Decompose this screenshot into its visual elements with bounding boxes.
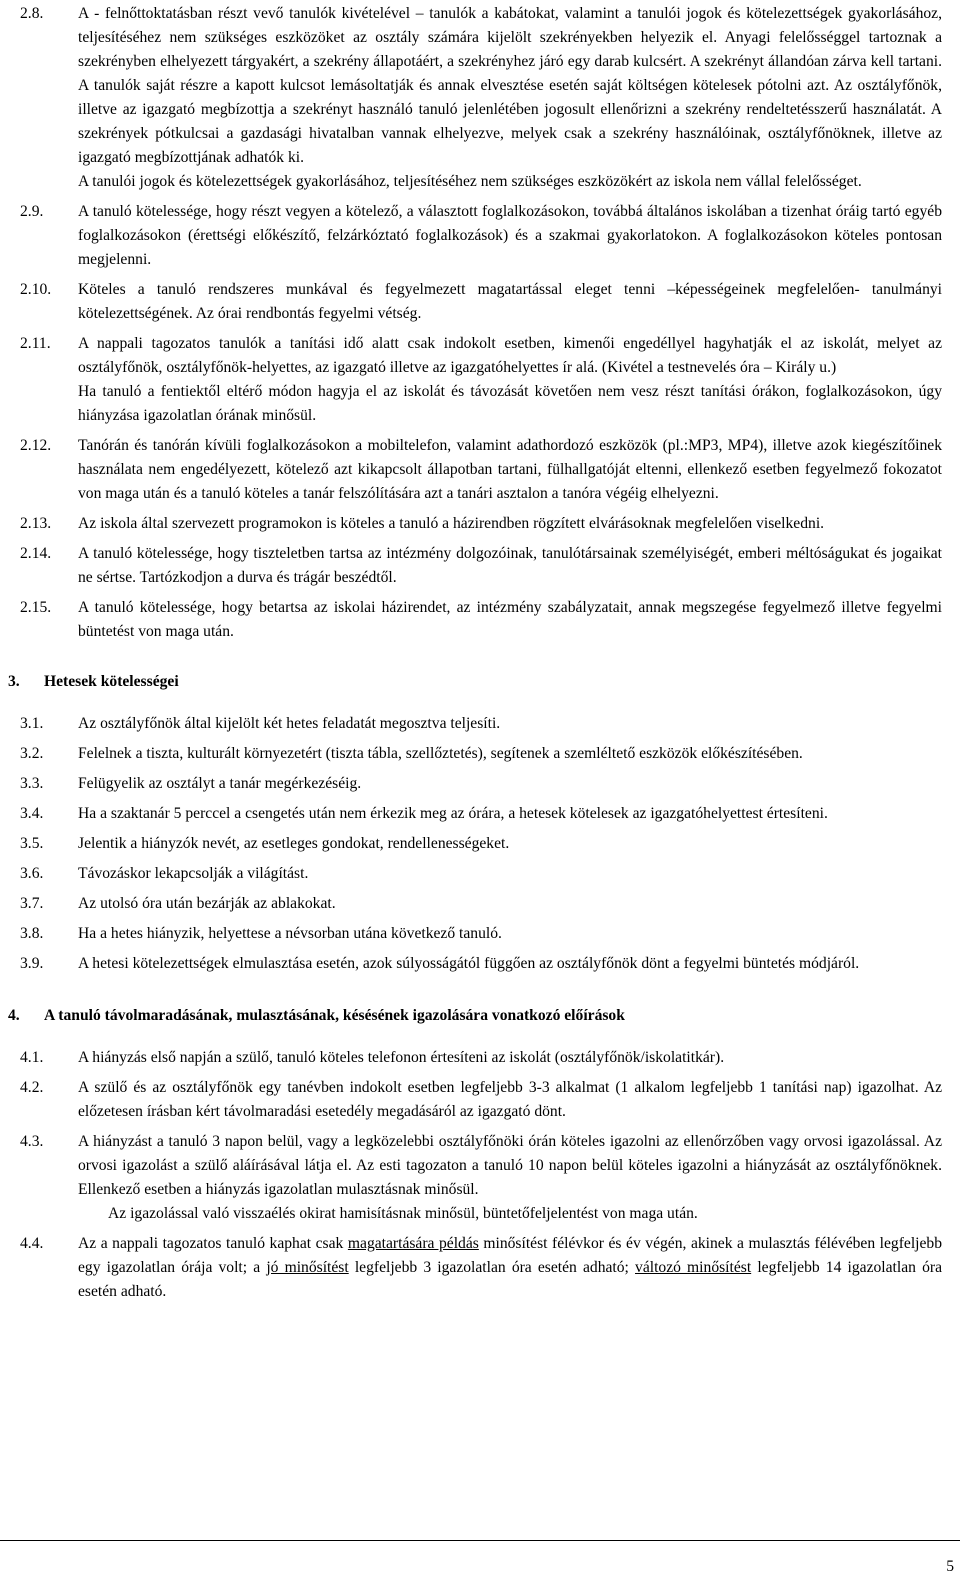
item-text: Felelnek a tiszta, kulturált környezetért (tiszta tábla, szellőztetés), segítenek a szemléltető eszközök előkészítésében. bbox=[78, 745, 803, 762]
item-3-7 bbox=[0, 892, 960, 916]
item-3-4 bbox=[0, 802, 960, 826]
item-3-3 bbox=[0, 772, 960, 796]
item-4-2 bbox=[0, 1076, 960, 1124]
item-number: 3.3. bbox=[20, 775, 44, 792]
item-paragraph: Ha tanuló a fentiektől eltérő módon hagyja el az iskolát és távozását követően nem vesz részt tanítási órákon, foglalkozásokon, úgy hiányzása igazolatlan órának minősül. bbox=[78, 383, 942, 424]
item-4-4 bbox=[0, 1232, 960, 1304]
item-number: 2.12. bbox=[20, 437, 52, 454]
item-number: 3.5. bbox=[20, 835, 44, 852]
item-2-12 bbox=[0, 434, 960, 506]
item-number: 2.8. bbox=[20, 5, 44, 22]
item-number: 4.1. bbox=[20, 1049, 44, 1066]
item-number: 3.7. bbox=[20, 895, 44, 912]
item-3-6 bbox=[0, 862, 960, 886]
item-paragraph: A tanulói jogok és kötelezettségek gyakorlásához, teljesítéséhez nem szükséges eszközökért az iskola nem vállal felelősséget. bbox=[78, 173, 862, 190]
item-number: 4.2. bbox=[20, 1079, 44, 1096]
item-text: A hetesi kötelezettségek elmulasztása esetén, azok súlyosságától függően az osztályfőnök dönt a fegyelmi büntetés módjáról. bbox=[78, 955, 860, 972]
item-number: 3.2. bbox=[20, 745, 44, 762]
item-text: Felügyelik az osztályt a tanár megérkezéséig. bbox=[78, 775, 362, 792]
item-text bbox=[78, 1232, 942, 1304]
item-number: 3.9. bbox=[20, 955, 44, 972]
item-4-1 bbox=[0, 1046, 960, 1070]
underlined-term: jó minősítést bbox=[266, 1259, 349, 1276]
item-number: 2.14. bbox=[20, 545, 52, 562]
item-number: 3.1. bbox=[20, 715, 44, 732]
item-2-15 bbox=[0, 596, 960, 644]
item-number: 4.4. bbox=[20, 1235, 44, 1252]
item-paragraph: A - felnőttoktatásban részt vevő tanulók kivételével – tanulók a kabátokat, valamint a tanulói jogok és kötelezettségek gyakorlásához, teljesítéséhez nem szükséges eszközöket az osztály számára kijelölt szekrényekben helyezik el. Anyagi felelősséggel tartoznak a szekrényben elhelyezett tárgyakért, a szekrény állapotáért, a szekrényhez járó egy darab kulcsért. A szekrényt állandóan zárva kell tartani. A tanulók saját részre a kapott kulcsot lemásoltatják és annak elvesztése esetén saját költségen kötelesek pótolni azt. Az osztályfőnök, illetve az igazgató megbízottja a szekrényt használó tanuló jelenlétében jogosult ellenőrizni a szekrény rendeltetésszerű használatát. A szekrények pótkulcsai a gazdasági hivatalban vannak elhelyezve, melyek csak a szekrény használóinak, osztályfőnöknek, illetve az igazgató megbízottjának adhatók ki. bbox=[78, 5, 942, 166]
item-2-9 bbox=[0, 200, 960, 272]
underlined-term: magatartására példás bbox=[347, 1235, 479, 1252]
item-number: 2.10. bbox=[20, 281, 52, 298]
item-text: Ha a szaktanár 5 perccel a csengetés után nem érkezik meg az órára, a hetesek kötelesek az igazgatóhelyettest értesíteni. bbox=[78, 805, 828, 822]
item-number: 3.4. bbox=[20, 805, 44, 822]
item-text: Távozáskor lekapcsolják a világítást. bbox=[78, 865, 309, 882]
item-text: Jelentik a hiányzók nevét, az esetleges gondokat, rendellenességeket. bbox=[78, 835, 510, 852]
item-2-10 bbox=[0, 278, 960, 326]
item-3-5 bbox=[0, 832, 960, 856]
section-title: A tanuló távolmaradásának, mulasztásának, késésének igazolására vonatkozó előírások bbox=[44, 1007, 625, 1024]
item-3-8 bbox=[0, 922, 960, 946]
section-4-heading bbox=[0, 1004, 960, 1028]
item-text: A hiányzás első napján a szülő, tanuló köteles telefonon értesíteni az iskolát (osztályfőnök/iskolatitkár). bbox=[78, 1049, 725, 1066]
item-text: Az iskola által szervezett programokon is köteles a tanuló a házirendben rögzített elvárásoknak megfelelően viselkedni. bbox=[78, 515, 825, 532]
item-2-8 bbox=[0, 2, 960, 194]
item-text: Az utolsó óra után bezárják az ablakokat. bbox=[78, 895, 336, 912]
text-run: Az a nappali tagozatos tanuló kaphat csak bbox=[78, 1235, 348, 1252]
item-note: Az igazolással való visszaélés okirat hamisításnak minősül, büntetőfeljelentést von maga után. bbox=[108, 1205, 698, 1222]
item-text: Köteles a tanuló rendszeres munkával és fegyelmezett magatartással eleget tenni –képességeinek megfelelően- tanulmányi kötelezettségének. Az órai rendbontás fegyelmi vétség. bbox=[78, 281, 942, 322]
footer-divider bbox=[0, 1540, 960, 1541]
item-text: A tanuló kötelessége, hogy betartsa az iskolai házirendet, az intézmény szabályzatait, annak megszegése fegyelmező illetve fegyelmi büntetést von maga után. bbox=[78, 599, 942, 640]
text-run: minősítést félévkor és év végén, akinek a mulasztás félévében legfeljebb egy igazolatlan órája volt; a bbox=[78, 1235, 943, 1276]
item-4-3 bbox=[0, 1130, 960, 1202]
item-number: 3.8. bbox=[20, 925, 44, 942]
item-3-9 bbox=[0, 952, 960, 976]
item-number: 2.11. bbox=[20, 335, 51, 352]
page-number: 5 bbox=[946, 1558, 954, 1575]
section-3-heading bbox=[0, 670, 960, 694]
item-paragraph: A nappali tagozatos tanulók a tanítási idő alatt csak indokolt esetben, kimenői engedéllyel hagyhatják el az iskolát, melyet az osztályfőnök, osztályfőnök-helyettes, az igazgató illetve az igazgatóhelyettes ír alá. (Kivétel a testnevelés óra – Király u.) bbox=[78, 335, 942, 376]
item-text: Ha a hetes hiányzik, helyettese a névsorban utána következő tanuló. bbox=[78, 925, 502, 942]
item-text: Tanórán és tanórán kívüli foglalkozásokon a mobiltelefon, valamint adathordozó eszközök (pl.:MP3, MP4), illetve azok kiegészítőinek használata nem engedélyezett, kötelező azt kikapcsolt állapotban tartani, fülhallgatóját eltenni, ellenkező esetben fegyelmező fokozatot von maga után és a tanuló köteles a tanár felszólítására azt a tanári asztalon a tanóra végéig elhelyezni. bbox=[78, 437, 942, 502]
section-title: Hetesek kötelességei bbox=[44, 673, 179, 690]
section-number: 3. bbox=[8, 673, 20, 690]
item-2-14 bbox=[0, 542, 960, 590]
item-text: A tanuló kötelessége, hogy részt vegyen a kötelező, a választott foglalkozásokon, továbbá általános iskolában a tizenhat óráig tartó egyéb foglalkozásokon (érettségi előkészítő, felzárkóztató foglalkozások) és a szakmai gyakorlatokon. A foglalkozásokon köteles pontosan megjelenni. bbox=[78, 203, 942, 268]
item-number: 2.9. bbox=[20, 203, 44, 220]
underlined-term: változó minősítést bbox=[635, 1259, 752, 1276]
item-text: Az osztályfőnök által kijelölt két hetes feladatát megosztva teljesíti. bbox=[78, 715, 501, 732]
item-text: A tanuló kötelessége, hogy tiszteletben tartsa az intézmény dolgozóinak, tanulótársainak személyiségét, emberi méltóságukat és jogaikat ne sértse. Tartózkodjon a durva és trágár beszédtől. bbox=[78, 545, 942, 586]
item-number: 2.15. bbox=[20, 599, 52, 616]
item-3-2 bbox=[0, 742, 960, 766]
item-number: 2.13. bbox=[20, 515, 52, 532]
item-number: 4.3. bbox=[20, 1133, 44, 1150]
text-run: legfeljebb 3 igazolatlan óra esetén adható; bbox=[348, 1259, 636, 1276]
item-text: A hiányzást a tanuló 3 napon belül, vagy a legközelebbi osztályfőnöki órán köteles igazolni az ellenőrzőben vagy orvosi igazolással. Az orvosi igazolást a szülő aláírásával látja el. Az esti tagozaton a tanuló 10 napon belül köteles igazolni a hiányzását az osztályfőnöknek. Ellenkező esetben a hiányzás igazolatlan mulasztásnak minősül. bbox=[78, 1133, 942, 1198]
section-number: 4. bbox=[8, 1007, 20, 1024]
item-2-13 bbox=[0, 512, 960, 536]
item-2-11 bbox=[0, 332, 960, 428]
item-number: 3.6. bbox=[20, 865, 44, 882]
item-3-1 bbox=[0, 712, 960, 736]
item-text: A szülő és az osztályfőnök egy tanévben indokolt esetben legfeljebb 3-3 alkalmat (1 alkalom legfeljebb 1 tanítási nap) igazolhat. Az előzetesen írásban kért távolmaradási esetedély megadásáról az igazgató dönt. bbox=[78, 1079, 942, 1120]
text-run: legfeljebb 14 igazolatlan óra esetén adható. bbox=[78, 1259, 942, 1300]
